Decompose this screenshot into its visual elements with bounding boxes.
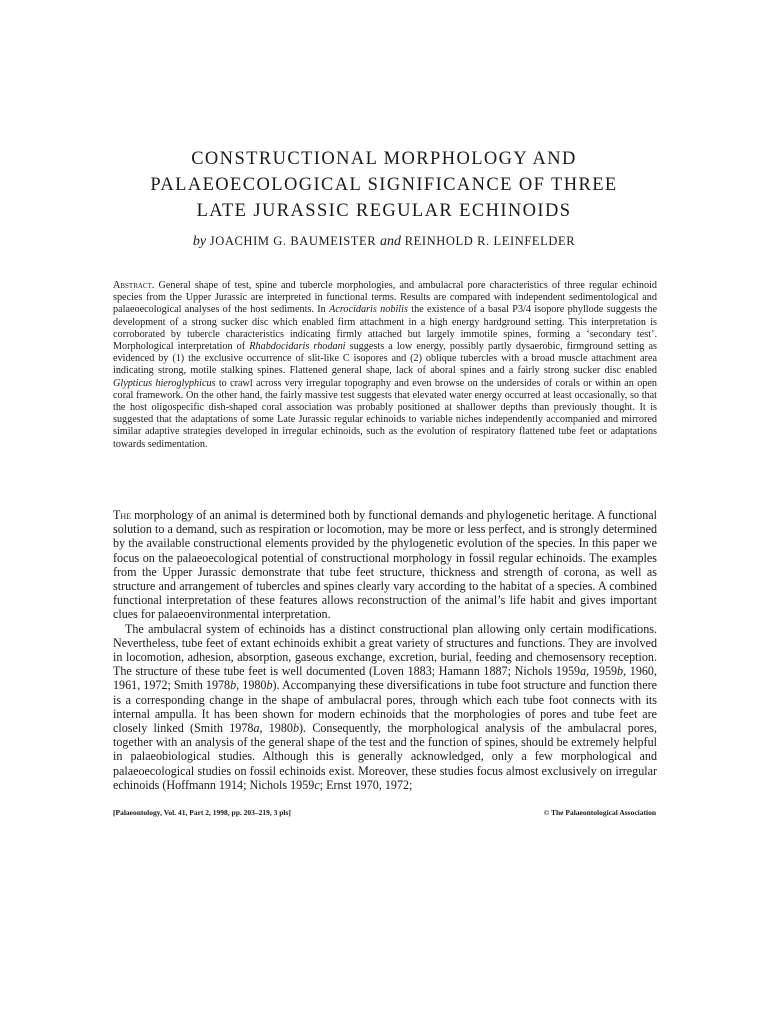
- paragraph-1: [113, 508, 657, 622]
- abstract-text-2: the existence of a basal P3/4 isopore phyllode suggests the development of a strong sucker disc which enabled firm attachment in a high energy hardground setting. This interpretation is corroborated by tubercle characteristics indicating firmly attached but largely immotile spines, forming a ‘secondary test’. Morphological interpretation of: [113, 304, 657, 353]
- p2-ital-5: a: [253, 721, 260, 736]
- abstract-text-4: to crawl across very irregular topography and even browse on the undersides of corals or within an open coral framework. On the other hand, the fairly massive test suggests that elevated water energy occurred at least occasionally, so that the host oligospecific dish-shaped coral association was probably positioned at shallower depths than previously thought. It is suggested that the adaptations of some Late Jurassic regular echinoids to variable niches independently accompanied and mirrored similar adaptive strategies developed in irregular echinoids, such as the evolution of respiratory flattened tube feet or adaptations towards sedimentation.: [113, 377, 657, 450]
- p2-part-c: , 1960, 1961, 1972; Smith 1978: [113, 664, 657, 693]
- copyright-notice: © The Palaeontological Association: [543, 808, 656, 817]
- p2-part-e: ). Accompanying these diversifications in tube foot structure and function there is a corresponding change in the shape of ambulacral pores, through which each tube foot connects with its internal ampulla. It has been shown for modern echinoids that the morphologies of pores and tube feet are closely linked (Smith 1978: [113, 678, 657, 736]
- paragraph-1-text: morphology of an animal is determined both by functional demands and phylogenetic heritage. A functional solution to a demand, such as respiration or locomotion, may be more or less perfect, and is strongly determined by the available constructional elements provided by the phylogenetic evolution of the species. In this paper we focus on the palaeoecological potential of constructional morphology in fossil regular echinoids. The examples from the Upper Jurassic demonstrate that tube feet structure, thickness and strength of corona, as well as structure and arrangement of tubercles and spines clearly vary according to the habitat of a species. A combined functional interpretation of these features allows reconstruction of the animal’s life habit and gives important clues for palaeoenvironmental interpretation.: [113, 508, 657, 622]
- byline-by: by: [192, 234, 207, 249]
- species-acrocidaris: Acrocidaris nobilis: [329, 304, 408, 316]
- paper-title: [100, 146, 668, 224]
- p2-part-b: , 1959: [586, 664, 618, 679]
- author-2: REINHOLD R. LEINFELDER: [404, 234, 576, 248]
- p2-part-g: ). Consequently, the morphological analysis of the ambulacral pores, together with an analysis of the general shape of the test and the function of spines, should be extremely helpful in palaeobiological studies. Although this is generally acknowledged, only a few morphological and palaeoecological studies on fossil echinoids exist. Moreover, these studies focus almost exclusively on irregular echinoids (Hoffmann 1914; Nichols 1959: [113, 721, 658, 792]
- paragraph-2: [113, 622, 657, 792]
- paragraph-1-lead: The: [113, 508, 132, 522]
- abstract-text-1: General shape of test, spine and tubercle morphologies, and ambulacral pore characteristics of three regular echinoid species from the Upper Jurassic are interpreted in functional terms. Results are compared with independent sedimentological and palaeoecological analyses of the host sediments. In: [113, 280, 657, 316]
- abstract-text-3: suggests a low energy, possibly partly dysaerobic, firmground setting as evidenced by (1) the exclusive occurrence of slit-like C isopores and (2) oblique tubercles with a broad muscle attachment area indicating strong, motile stalking spines. Flattened general shape, lack of aboral spines and a fairly strong sucker disc enabled: [113, 341, 657, 377]
- p2-part-f: , 1980: [259, 721, 293, 736]
- p2-ital-1: a: [580, 664, 587, 679]
- byline-and: and: [379, 234, 401, 249]
- species-rhabdocidaris: Rhabdocidaris rhodani: [249, 341, 346, 353]
- p2-ital-6: b: [292, 721, 299, 736]
- p2-part-a: The ambulacral system of echinoids has a distinct constructional plan allowing only certain modifications. Nevertheless, tube feet of extant echinoids exhibit a great variety of structures and functions. They are involved in locomotion, adhesion, absorption, gaseous exchange, excretion, burial, feeding and chemosensory reception. The structure of these tube feet is well documented (Loven 1883; Hamann 1887; Nichols 1959: [113, 621, 657, 679]
- p2-part-d: , 1980: [236, 678, 267, 693]
- p2-ital-3: b: [230, 678, 237, 693]
- title-line-2: PALAEOECOLOGICAL SIGNIFICANCE OF THREE: [150, 175, 618, 195]
- species-glypticus: Glypticus hieroglyphicus: [113, 377, 216, 389]
- abstract-label: Abstract.: [113, 280, 155, 291]
- body-text: [113, 508, 657, 792]
- title-line-1: CONSTRUCTIONAL MORPHOLOGY AND: [191, 149, 577, 169]
- abstract: [113, 280, 657, 451]
- author-1: JOACHIM G. BAUMEISTER: [209, 234, 377, 248]
- journal-citation: [Palaeontology, Vol. 41, Part 2, 1998, pp. 203–219, 3 pls]: [113, 808, 291, 817]
- p2-ital-4: b: [266, 678, 273, 693]
- title-line-3: LATE JURASSIC REGULAR ECHINOIDS: [196, 201, 572, 221]
- author-byline: [100, 234, 668, 250]
- p2-ital-2: b: [617, 664, 624, 679]
- p2-part-h: ; Ernst 1970, 1972;: [319, 777, 413, 792]
- p2-ital-7: c: [314, 777, 320, 792]
